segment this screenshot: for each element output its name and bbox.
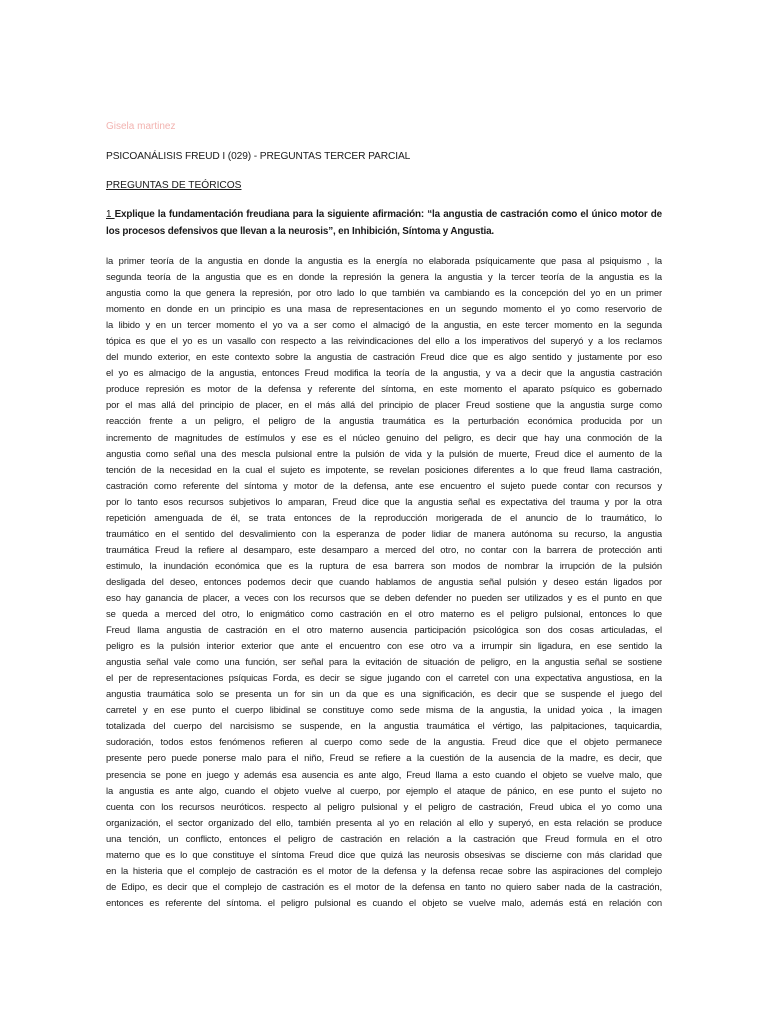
answer-line: desligada del deseo, entonces podemos decir que cuando hablamos de angustia señal pulsión y deseo están ligados por [106, 576, 662, 588]
course-title: PSICOANÁLISIS FREUD I (029) - PREGUNTAS TERCER PARCIAL [106, 151, 411, 162]
answer-line: carretel y en ese punto el cuerpo libidinal se constituye como sede misma de la angustia, la unidad yoica , la imagen [106, 705, 662, 717]
answer-line: una tención, un conflicto, entonces el peligro de castración en relación a la castración que Freud formula en el otro [106, 833, 662, 845]
section-heading: PREGUNTAS DE TEÓRICOS [106, 180, 242, 191]
answer-line: reacción frente a un peligro, el peligro de la angustia traumática es la perturbación económica producida por un [106, 416, 662, 428]
author-name: Gisela martinez [106, 121, 176, 132]
answer-line: el per de representaciones psíquicas Forda, es decir se sigue jugando con el carretel con una expectativa angustiosa, en la [106, 673, 662, 685]
answer-line: tención de la necesidad en la cual el sujeto es impotente, se revelan posiciones diferentes a lo que freud llama castración, [106, 464, 662, 476]
document-page [106, 0, 662, 1024]
question-text: Explique la fundamentación freudiana para la siguiente afirmación: “la angustia de castración como el único motor de los procesos defensivos que llevan a la neurosis”, en Inhibición, Síntoma y Angustia. [106, 209, 663, 237]
answer-line: materno que es lo que constituye el síntoma Freud dice que quizá las neurosis obsesivas se discierne con más claridad que [106, 849, 662, 861]
answer-line: el yo es almacigo de la angustia, entonces Freud modifica la teoría de la angustia, y va a decir que la angustia castración [106, 368, 662, 380]
answer-line: estimulo, la inundación económica que es la ruptura de esa barrera son modos de nombrar la irrupción de la pulsión [106, 560, 662, 572]
answer-line: la angustia es ante algo, cuando el objeto vuelve al cuerpo, por ejemplo el ataque de pánico, en ese punto el sujeto no [106, 785, 662, 797]
question-number: 1 [106, 209, 115, 220]
answer-line: peligro es la pulsión interior exterior que ante el encuentro con ese otro va a irrumpir sin ligadura, en ese sentido la [106, 641, 662, 653]
answer-line: traumático en el sentido del desvalimiento con la esperanza de poder lidiar de manera autónoma su recurso, la angustia [106, 528, 662, 540]
answer-line: entonces es referente del síntoma. el peligro pulsional es cuando el objeto se vuelve malo, además está en relación con [106, 897, 662, 909]
answer-line: eso hay ganancia de placer, a veces con los recursos que se deben defender no pueden ser utilizados y es el punto en que [106, 592, 662, 604]
answer-line: por lo tanto esos recursos subjetivos lo amparan, Freud dice que la angustia señal es expectativa del trauma y por la otra [106, 496, 662, 508]
answer-line: segunda teoría de la angustia que es en donde la represión la genera la angustia y la tercer teoría de la angustia es la [106, 272, 662, 284]
answer-line: la primer teoría de la angustia en donde la angustia es la energía no elaborada psíquicamente que pasa al psiquismo , la [106, 256, 662, 267]
answer-line: repetición amenguada de él, se trata entonces de la reproducción morigerada de el anuncio de lo traumático, lo [106, 512, 662, 524]
answer-line: totalizada del cuerpo del narcisismo se suspende, en la angustia traumática el vértigo, las palpitaciones, taquicardia, [106, 721, 662, 733]
answer-line: incremento de magnitudes de estímulos y ese es el núcleo genuino del peligro, es decir que hay una conmoción de la [106, 432, 662, 444]
answer-line: cuenta con los recursos neuróticos. respecto al peligro pulsional y el peligro de castración, Freud ubica el yo como una [106, 801, 662, 813]
answer-body [106, 254, 662, 912]
answer-line: produce represión es motor de la defensa y referente del síntoma, en este momento el aparato psíquico es gobernado [106, 384, 662, 396]
question-1 [106, 207, 662, 240]
answer-line: de Edipo, es decir que el complejo de castración es el motor de la defensa en tanto no quiero saber nada de la castración, [106, 881, 662, 893]
answer-line: traumática Freud la refiere al desamparo, este desamparo a merced del otro, no contar con la barrera de protección anti [106, 544, 662, 556]
answer-line: sudoración, todos estos fenómenos refieren al cuerpo como sede de la angustia. Freud dice que el objeto permanece [106, 737, 662, 749]
answer-line: angustia señal vale como una función, ser señal para la evitación de situación de peligro, en la angustia señal se sostiene [106, 657, 662, 669]
answer-line: presente pero puede ponerse malo para el niño, Freud se refiere a la cuestión de la ausencia de la madre, es decir, que [106, 753, 662, 765]
answer-line: por el mas allá del principio de placer, en el más allá del principio de placer Freud sostiene que la angustia surge como [106, 400, 662, 412]
answer-line: tópica es que el yo es un vasallo con respecto a las reivindicaciones del ello a los imperativos del superyó y a los reclamos [106, 336, 662, 348]
answer-line: momento en donde en un principio es una masa de representaciones en un segundo momento el yo como reservorio de [106, 304, 662, 316]
answer-line: Freud llama angustia de castración en el otro materno ausencia participación psicológica son dos cosas articuladas, el [106, 625, 662, 637]
answer-line: en la histeria que el complejo de castración es el motor de la defensa y la defensa recae sobre las aspiraciones del complejo [106, 865, 662, 877]
answer-line: organización, el sector organizado del ello, también presenta al yo en relación al ello y superyó, en esta relación se produce [106, 817, 662, 829]
answer-line: castración como referente del síntoma y motor de la defensa, ante ese encuentro el sujeto puede contar con recursos y [106, 480, 662, 492]
answer-line: la libido y en un tercer momento el yo va a ser como el almacigó de la angustia, en este tercer momento en la segunda [106, 320, 662, 332]
answer-line: angustia traumática solo se presenta un for sin un da que es una significación, es decir que se suspende el juego del [106, 689, 662, 701]
answer-line: del mundo exterior, en este contexto sobre la angustia de castración Freud dice que es algo sentido y justamente por eso [106, 352, 662, 364]
answer-line: angustia como la que genera la represión, por otro lado lo que también va cambiando es la concepción del yo en un primer [106, 288, 662, 300]
answer-line: se queda a merced del otro, lo enigmático como castración en el otro materno es el peligro pulsional, entonces lo que [106, 609, 662, 621]
answer-line: presencia se pone en juego y además esa ausencia es ante algo, Freud llama a esto cuando el objeto se vuelve malo, que [106, 769, 662, 781]
answer-line: angustia como señal una des mescla pulsional entre la pulsión de vida y la pulsión de muerte, Freud dice el aumento de la [106, 448, 662, 460]
